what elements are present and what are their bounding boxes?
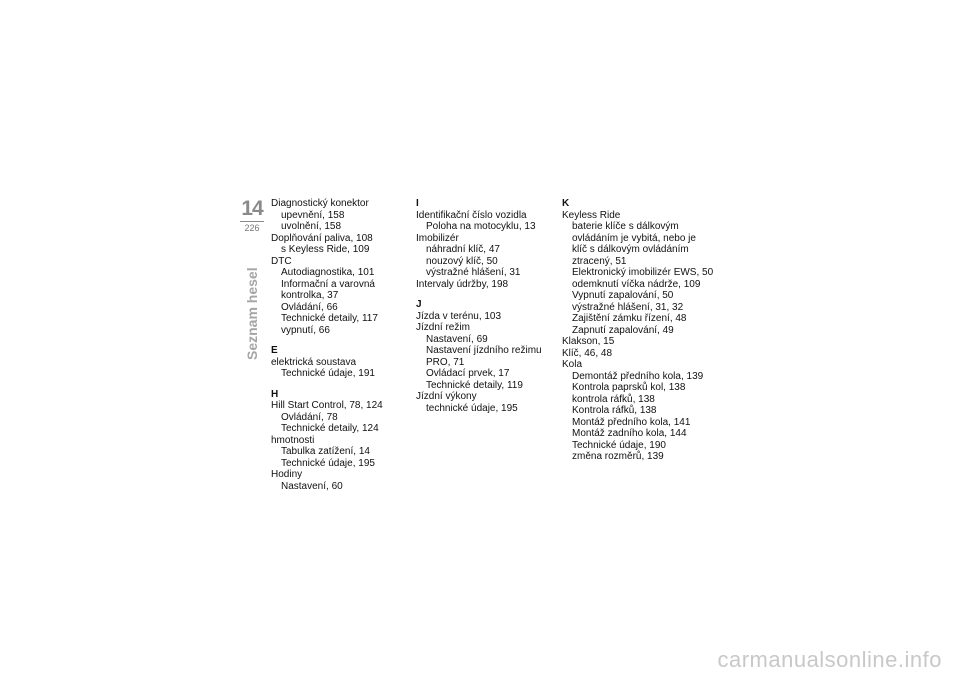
index-entry: Klakson, 15: [562, 336, 615, 347]
index-entry: Hill Start Control, 78, 124: [271, 400, 383, 411]
watermark: carmanualsonline.info: [717, 647, 942, 672]
index-entry: Keyless Ride: [562, 209, 621, 221]
index-subentry: PRO, 71: [426, 356, 465, 368]
index-subentry: Technické detaily, 117: [281, 313, 378, 324]
index-subentry: Kontrola paprsků kol, 138: [572, 382, 686, 393]
index-subentry: Vypnutí zapalování, 50: [572, 290, 674, 301]
index-subentry: Technické údaje, 195: [281, 457, 375, 469]
index-subentry: náhradní klíč, 47: [426, 244, 500, 255]
index-subentry: Nastavení, 69: [426, 333, 488, 345]
index-subentry: výstražné hlášení, 31: [426, 267, 521, 278]
index-subentry: Informační a varovná: [281, 278, 375, 290]
index-entry: Identifikační číslo vozidla: [416, 209, 527, 221]
index-subentry: Ovládání, 78: [281, 411, 338, 423]
index-subentry: Technické detaily, 119: [426, 379, 523, 391]
index-subentry: změna rozměrů, 139: [572, 451, 664, 462]
index-letter-heading: H: [271, 388, 279, 400]
index-subentry: klíč s dálkovým ovládáním: [572, 244, 689, 255]
index-subentry: Zapnutí zapalování, 49: [572, 324, 674, 336]
index-subentry: Technické údaje, 191: [281, 368, 375, 379]
index-subentry: Tabulka zatížení, 14: [281, 446, 370, 457]
index-subentry: upevnění, 158: [281, 209, 345, 221]
index-entry: Hodiny: [271, 469, 303, 480]
index-entry: Klíč, 46, 48: [562, 347, 613, 359]
index-subentry: odemknutí víčka nádrže, 109: [572, 278, 701, 290]
index-subentry: uvolnění, 158: [281, 221, 342, 232]
index-column-3: [562, 198, 714, 463]
index-subentry: Ovládací prvek, 17: [426, 368, 510, 379]
index-entry: Jízda v terénu, 103: [416, 310, 502, 322]
chapter-divider: [240, 221, 264, 222]
index-entry: hmotnosti: [271, 434, 315, 446]
index-subentry: Ovládání, 66: [281, 301, 338, 313]
index-entry: Imobilizér: [416, 232, 459, 244]
index-subentry: Elektronický imobilizér EWS, 50: [572, 267, 714, 278]
index-subentry: ovládáním je vybitá, nebo je: [572, 232, 696, 244]
chapter-tab: [240, 198, 264, 234]
index-subentry: Nastavení jízdního režimu: [426, 345, 542, 356]
index-entry: Kola: [562, 359, 583, 370]
index-letter-heading: E: [271, 345, 278, 356]
chapter-number: 14: [241, 197, 263, 220]
index-subentry: Technické detaily, 124: [281, 423, 379, 434]
index-subentry: Nastavení, 60: [281, 480, 343, 492]
index-subentry: s Keyless Ride, 109: [281, 244, 370, 255]
index-letter-heading: I: [416, 198, 419, 209]
index-letter-heading: J: [416, 299, 422, 310]
index-subentry: Kontrola ráfků, 138: [572, 405, 657, 416]
index-subentry: Autodiagnostika, 101: [281, 267, 375, 278]
section-title: Seznam hesel: [244, 267, 260, 360]
index-entry: Intervaly údržby, 198: [416, 278, 509, 290]
index-subentry: vypnutí, 66: [281, 324, 330, 336]
index-subentry: výstražné hlášení, 31, 32: [572, 301, 684, 313]
page-number: 226: [244, 223, 260, 233]
index-entry: Jízdní výkony: [416, 391, 477, 402]
index-subentry: Montáž předního kola, 141: [572, 416, 691, 428]
index-letter-heading: K: [562, 198, 570, 209]
index-subentry: nouzový klíč, 50: [426, 255, 498, 267]
index-entry: elektrická soustava: [271, 356, 357, 368]
index-subentry: Poloha na motocyklu, 13: [426, 221, 536, 232]
index-subentry: baterie klíče s dálkovým: [572, 221, 679, 232]
index-column-1: [271, 198, 411, 492]
index-entry: DTC: [271, 255, 292, 267]
index-entry: Diagnostický konektor: [271, 198, 369, 209]
index-subentry: technické údaje, 195: [426, 402, 518, 414]
index-column-2: [416, 198, 556, 414]
index-subentry: ztracený, 51: [572, 255, 627, 267]
index-subentry: Technické údaje, 190: [572, 439, 666, 451]
index-entry: Doplňování paliva, 108: [271, 232, 373, 244]
index-subentry: Zajištění zámku řízení, 48: [572, 313, 687, 324]
index-subentry: kontrola ráfků, 138: [572, 393, 655, 405]
index-subentry: Montáž zadního kola, 144: [572, 428, 687, 439]
index-entry: Jízdní režim: [416, 322, 470, 333]
index-subentry: kontrolka, 37: [281, 290, 339, 301]
index-subentry: Demontáž předního kola, 139: [572, 370, 704, 382]
